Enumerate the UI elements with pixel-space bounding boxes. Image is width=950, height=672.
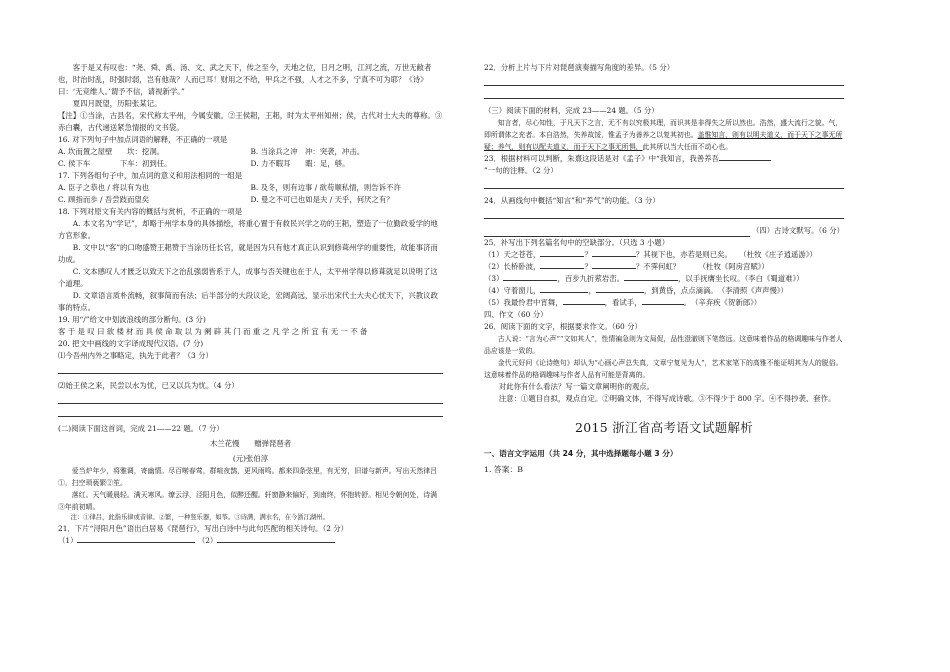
- poem-line: 爱当炉年少，将雅调，寄幽情。尽百啭春莺，群喧夜鹊，更风雨鸣。都来四条弦里，有无穷，旧谱与新声。写出天然律吕①，扫空琐亵繁②笙。: [58, 466, 437, 487]
- option: D. 力不暇耳 暇：足，够。: [250, 158, 350, 168]
- option: A. 本文名为“学记”，却略于州学本身的具体描绘，将重心置于有救民兴学之功的王耜，塑造了一位勤政爱学的地方官形象。: [58, 218, 438, 240]
- answer-line[interactable]: [484, 182, 844, 189]
- left-column: [58, 62, 443, 547]
- fill-blank[interactable]: [217, 542, 335, 543]
- fill-blank[interactable]: [592, 268, 636, 269]
- passage-note: 【注】①当涂，古县名，宋代称太平州，今属安徽。②王侯耜，王耜，时为太平州知州；侯，古代对士大夫的尊称。③赤白囊，古代递送紧急情报的文书袋。: [58, 110, 443, 132]
- recitation-mid: ，看试手，: [604, 298, 642, 308]
- answer-line[interactable]: [58, 397, 443, 404]
- poem-line: 落红。天气暖晨轻。满天寒风。缭云浮，泾阳月色，似醉还醒。轩窗静来偏好，到南终，怀抱转舒。相见令朝何处，诗满③年前初晴。: [58, 490, 437, 511]
- question-24-stem: 24．从画线句中概括“知言”和“养气”的功能。（3 分）: [484, 196, 660, 206]
- recitation-mid: ？: [584, 250, 592, 260]
- recitation-prefix: （3）: [484, 274, 504, 284]
- material-paragraph: [484, 117, 844, 153]
- option: A. 坎而置之屋壁 坎：挖洞。: [58, 146, 165, 156]
- recitation-mid: ，: [588, 286, 596, 296]
- recitation-prefix: （4）守着窗儿，: [484, 286, 541, 296]
- option: A. 臣子之恭也 / 将以有为也: [58, 182, 150, 192]
- recitation-item: [484, 285, 844, 297]
- fill-blank[interactable]: [563, 304, 605, 305]
- question-16-options-row2: [58, 158, 443, 170]
- question-16-options-row1: [58, 146, 443, 158]
- fill-blank[interactable]: [624, 280, 678, 281]
- fill-blank[interactable]: [596, 292, 644, 293]
- recitation-item: [484, 261, 844, 273]
- recitation-tail: ？不霁何虹？ （杜牧《阿房宫赋》）: [635, 262, 769, 272]
- passage-signature: 夏四月既望，历阳张某记。: [72, 98, 162, 108]
- option: D. 文章语言质朴流畅，叙事简而有法；后半部分的大段议论，宏阔高远，显示出宋代士大夫心忧天下，兴教议政事的特点。: [58, 290, 438, 312]
- question-21-stem: 21．下片“浔阳月色”语出白居易《琵琶行》，写出白诗中与此句匹配的相关诗句。（2 分）: [58, 524, 349, 534]
- poem-title: 木兰花慢 赠弹琵琶者: [209, 438, 292, 448]
- question-17-options-row2: [58, 194, 443, 206]
- recitation-mid: ，百步九折萦岩峦。: [557, 274, 625, 284]
- fill-blank[interactable]: [540, 256, 584, 257]
- answer-1: 1. 答案：B: [484, 464, 524, 474]
- material-text: 知言者，尽心知性，于凡天下之言，无不有以究极其理，而识其是非得失之所以然也。浩然，盛大流行之貌。气，即所谓体之充者。本自浩然，失养故馁，惟孟子为善养之以复其初也。: [484, 118, 843, 140]
- answer-line[interactable]: [58, 367, 443, 374]
- poem-intro: (二)阅读下面这首词，完成 21——22 题。（7 分）: [58, 423, 224, 433]
- recitation-tail: 。 （辛弃疾《贺新郎》）: [683, 298, 762, 308]
- question-23-text: 23．根据材料可以判断，朱熹这段话是对《孟子》中“我知言，我善养吾: [484, 154, 719, 164]
- question-26-stem: 26．阅读下面的文字，根据要求作文。（60 分）: [484, 322, 642, 332]
- section-4-title: （四）古诗文默写。（6 分）: [751, 226, 844, 236]
- question-18-stem: 18. 下列对原文有关内容的概括与赏析，不正确的一项是: [58, 206, 243, 216]
- poem-author: (元)张伯淳: [232, 453, 269, 463]
- recitation-item: [484, 273, 844, 285]
- material-underlined: 盖惟知言，则有以明夫道义，而于天下之事无所疑；养气，则有以配夫道义，而于天下之事无所惧，: [484, 131, 843, 152]
- question-22-stem: 22．分析上片与下片对琵琶演奏描写角度的差异。（5 分）: [484, 63, 675, 72]
- passage-paragraph: 客于是又有叹也：“尧、舜、禹、汤、文、武之天下，传之至今，天地之位，日月之明，江河之流，万世无敝者也，时治时乱，时强时弱，岂有他哉？人而已耳！财用之不给，甲兵之不强，人才之不多，宁真不可为耶？《诗》曰：‘无竞维人。’谓予不信，请视新学。”: [58, 63, 432, 96]
- blank-label: （1）: [58, 536, 78, 546]
- poem-note: 注：①律吕，此指乐律或音律。②繁，一种竖乐器，如筝。③诗满，满水名，在今浙江湖州。: [70, 513, 329, 521]
- recitation-item: [484, 249, 844, 261]
- option: C. 文本感叹人才匮乏以致天下之治乱强弱皆系于人，成事与否关键也在于人，太平州学得以修葺就足以说明了这个道理。: [58, 266, 438, 288]
- question-20-stem: 20. 把文中画线的文字译成现代汉语。(7 分): [58, 338, 204, 348]
- option: D. 曼之不可已也如是夫 / 天乎，何厌之有？: [250, 194, 394, 204]
- option: C. 顾指而歩 / 吾尝跂而望矣: [58, 194, 150, 204]
- fill-blank[interactable]: [77, 542, 195, 543]
- fill-blank[interactable]: [592, 256, 636, 257]
- fill-blank[interactable]: [642, 304, 684, 305]
- recitation-mid: ？: [584, 262, 592, 272]
- fill-blank[interactable]: [719, 160, 771, 161]
- essay-requirements: 注意：①题目自拟，观点自定。②明确文体，不得写成诗歌。③不得少于 800 字。④不得抄袭、套作。: [498, 394, 836, 404]
- option: B. 文中以“客”的口吻盛赞王耜赞于当涂历任长官，就是因为只有他才真正认识到修葺州学的重要性，故能事济而功成。: [58, 242, 438, 264]
- question-19-text: 客 于 是 叹 曰 欲 楼 材 而 具 侯 命 取 以 为 阑 辟 其 门 而 重 之 凡 学 之 所 宜 有 无 一 不 备: [58, 326, 368, 336]
- question-19-stem: 19. 用“/”给文中划波浪线的部分断句。(3 分): [58, 314, 206, 324]
- question-17-options-row1: [58, 182, 443, 194]
- essay-paragraph: 古人说：“言为心声”“文如其人”，性情褊急则为文局促，品性澄澈则下笔悠远。这意味着作品的格调趣味与作者人品应该是一致的。: [484, 335, 843, 356]
- essay-paragraph: 对此你有什么看法？写一篇文章阐明你的观点。: [498, 382, 655, 392]
- answer-line[interactable]: [484, 92, 844, 99]
- answer-line[interactable]: [58, 410, 443, 417]
- answer-line[interactable]: [484, 79, 844, 86]
- recitation-tail: ？其视下也，亦若是则已矣。 （杜牧《庄子逍遥游》）: [635, 250, 817, 260]
- recitation-tail: ，到黄昏，点点滴滴。 （李清照《声声慢》）: [643, 286, 788, 296]
- section-3-heading: （三）阅读下面的材料，完成 23——24 题。（5 分）: [484, 105, 659, 115]
- material-text: 此其所以当大任而不动心也。: [642, 143, 733, 152]
- question-20-sub1: ⑴今吾州内外之事略定，执先于此者？（3 分）: [58, 350, 213, 360]
- option: C. 侯下车 下车：初到任。: [58, 158, 172, 168]
- question-17-stem: 17. 下列各组句子中，加点词的意义和用法相同的一组是: [58, 170, 243, 180]
- recitation-prefix: （5）我最怜君中宵舞，: [484, 298, 563, 308]
- essay-paragraph: 金代元好问《论诗绝句》却认为“心画心声总失真，文章宁复见为人”，艺术家笔下的高雅不能证明其为人的脱俗。这意味着作品的格调趣味与作者人品有可能是背离的。: [484, 359, 843, 380]
- question-25-stem: 25．补写出下列名篇名句中的空缺部分。（只选 3 小题）: [484, 238, 670, 248]
- recitation-prefix: （1）天之苍苍，: [484, 250, 541, 260]
- right-column: [484, 62, 844, 476]
- question-23-stem: [484, 153, 844, 177]
- question-16-stem: 16. 对下列句子中加点词语的解释，不正确的一项是: [58, 134, 228, 144]
- fill-blank[interactable]: [540, 268, 584, 269]
- fill-blank[interactable]: [503, 280, 557, 281]
- answer-line[interactable]: [484, 212, 844, 219]
- question-23-tail: ”一句的注释。（2 分）: [484, 166, 558, 176]
- recitation-tail: ，以手抚膺坐长叹。（李白《蜀道难》）: [678, 274, 804, 284]
- section-4-heading: [484, 225, 844, 237]
- blank-label: （2）: [197, 536, 218, 546]
- recitation-item: [484, 297, 844, 309]
- question-20-sub2: ⑵始王侯之来，民尝以水为忧，已又以兵为忧。（4 分）: [58, 380, 239, 390]
- option: B. 当涂兵之冲 冲：突袭，冲击。: [250, 146, 365, 156]
- recitation-prefix: （2）长桥卧波，: [484, 262, 541, 272]
- section-one-heading: 一、语言文字运用（共 24 分，其中选择题每小题 3 分）: [484, 448, 678, 458]
- option: B. 及冬，则有边事 / 欲苟顺私情，则告诉不许: [250, 182, 401, 192]
- fill-blank[interactable]: [540, 292, 588, 293]
- page-title: 2015 浙江省高考语文试题解析: [574, 420, 754, 436]
- section-4-composition: 四、作文（60 分）: [484, 310, 548, 320]
- question-21-blanks: [58, 535, 443, 547]
